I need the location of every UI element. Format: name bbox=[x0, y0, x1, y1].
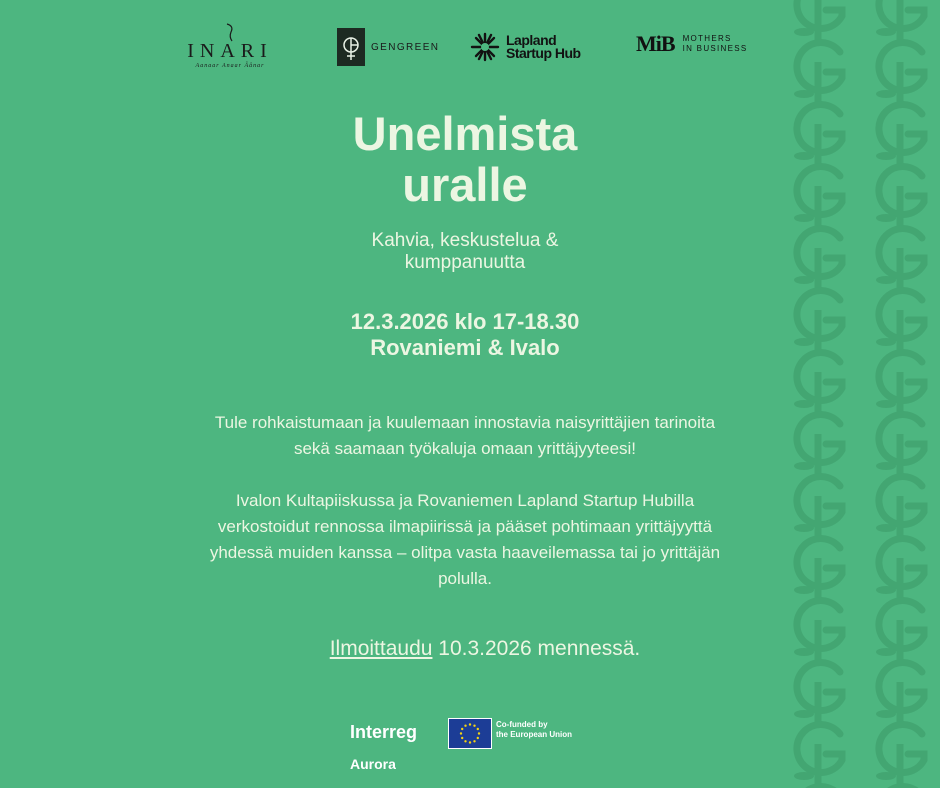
lapland-logo-text bbox=[506, 34, 581, 60]
mib-mark: MiB bbox=[636, 31, 675, 56]
mib-logo-line1: MOTHERS bbox=[682, 34, 732, 43]
pattern-g-motif bbox=[876, 167, 924, 226]
event-locations: Rovaniemi & Ivalo bbox=[370, 335, 560, 360]
pattern-g-motif bbox=[794, 477, 842, 536]
event-subtitle-line2: kumppanuutta bbox=[404, 252, 526, 273]
eu-text-line2: the European Union bbox=[496, 730, 572, 739]
lapland-startup-hub-logo bbox=[470, 30, 581, 64]
eu-star bbox=[469, 723, 471, 725]
eu-star bbox=[477, 737, 479, 739]
intro-line1: Tule rohkaistumaan ja kuulemaan innostavia naisyrittäjien tarinoita bbox=[214, 413, 716, 432]
gengreen-logo-text: GENGREEN bbox=[371, 41, 440, 53]
pattern-g-motif bbox=[876, 663, 924, 722]
eu-star bbox=[461, 737, 463, 739]
details-line1: Ivalon Kultapiiskussa ja Rovaniemen Lapland Startup Hubilla bbox=[235, 491, 695, 510]
pattern-g-motif bbox=[876, 601, 924, 660]
details-line2: verkostoidut rennossa ilmapiirissä ja pääset pohtimaan yrittäjyyttä bbox=[217, 517, 713, 536]
pattern-g-motif bbox=[876, 415, 924, 474]
eu-star bbox=[464, 740, 466, 742]
eu-star bbox=[460, 732, 462, 734]
event-datetime: 12.3.2026 klo 17-18.30 bbox=[350, 309, 580, 334]
decorative-pattern bbox=[780, 0, 940, 788]
intro-line2: sekä saamaan työkaluja omaan yrittäjyyteesi! bbox=[293, 439, 637, 458]
inari-logo bbox=[180, 22, 280, 74]
pattern-g-motif bbox=[876, 539, 924, 598]
register-link[interactable]: Ilmoittaudu bbox=[329, 637, 433, 660]
eu-star bbox=[478, 732, 480, 734]
gengreen-pattern-graphic bbox=[780, 0, 940, 788]
eu-flag-icon bbox=[448, 718, 492, 749]
eu-star bbox=[477, 728, 479, 730]
pattern-g-motif bbox=[876, 229, 924, 288]
registration-line bbox=[160, 635, 810, 663]
event-date-location bbox=[150, 309, 780, 361]
starburst-icon bbox=[470, 32, 500, 62]
event-title-line2: uralle bbox=[402, 158, 528, 211]
mib-logo-line2: IN BUSINESS bbox=[682, 44, 748, 53]
lapland-logo-line2: Startup Hub bbox=[506, 45, 581, 61]
eu-star bbox=[473, 725, 475, 727]
pattern-g-motif bbox=[794, 539, 842, 598]
event-subtitle-line1: Kahvia, keskustelua & bbox=[371, 230, 559, 251]
eu-star bbox=[469, 741, 471, 743]
details-line4: polulla. bbox=[438, 569, 492, 588]
mothers-in-business-logo bbox=[636, 32, 748, 56]
pattern-g-motif bbox=[876, 725, 924, 784]
details-line3: yhdessä muiden kanssa – olitpa vasta haaveilemassa tai jo yrittäjän bbox=[209, 543, 721, 562]
interreg-wordmark: Interreg bbox=[350, 722, 418, 742]
pattern-g-motif bbox=[794, 415, 842, 474]
pattern-g-motif bbox=[876, 43, 924, 102]
intro-paragraph bbox=[155, 410, 775, 462]
event-title bbox=[150, 108, 780, 210]
gengreen-mark-icon bbox=[337, 28, 365, 66]
pattern-g-motif bbox=[794, 353, 842, 412]
gengreen-logo bbox=[337, 28, 439, 66]
inari-swirl-icon bbox=[224, 22, 238, 42]
lapland-logo-line1: Lapland bbox=[506, 32, 557, 48]
inari-logo-text: INARI bbox=[187, 40, 273, 62]
eu-text-line1: Co-funded by bbox=[496, 720, 548, 729]
aurora-label: Aurora bbox=[350, 756, 396, 772]
pattern-g-motif bbox=[876, 105, 924, 164]
pattern-g-motif bbox=[794, 0, 842, 40]
pattern-g-motif bbox=[876, 291, 924, 350]
event-title-line1: Unelmista bbox=[352, 107, 578, 160]
interreg-aurora-logo bbox=[350, 716, 610, 776]
partner-logos bbox=[0, 0, 780, 100]
mib-logo-text bbox=[683, 34, 748, 54]
pattern-g-motif bbox=[876, 353, 924, 412]
pattern-g-motif bbox=[876, 477, 924, 536]
pattern-g-motif bbox=[794, 167, 842, 226]
eu-star bbox=[473, 740, 475, 742]
pattern-g-motif bbox=[794, 725, 842, 784]
event-subtitle bbox=[150, 230, 780, 274]
eu-star bbox=[464, 725, 466, 727]
pattern-g-motif bbox=[876, 0, 924, 40]
pattern-g-motif bbox=[794, 229, 842, 288]
pattern-g-motif bbox=[794, 291, 842, 350]
eu-cofunded-text bbox=[496, 720, 572, 740]
pattern-g-motif bbox=[794, 663, 842, 722]
inari-logo-tagline: Aanaar Anaar Âânar bbox=[195, 63, 265, 69]
pattern-g-motif bbox=[794, 43, 842, 102]
details-paragraph bbox=[150, 488, 780, 592]
pattern-g-motif bbox=[794, 105, 842, 164]
registration-deadline: 10.3.2026 mennessä. bbox=[432, 637, 641, 660]
eu-star bbox=[461, 728, 463, 730]
